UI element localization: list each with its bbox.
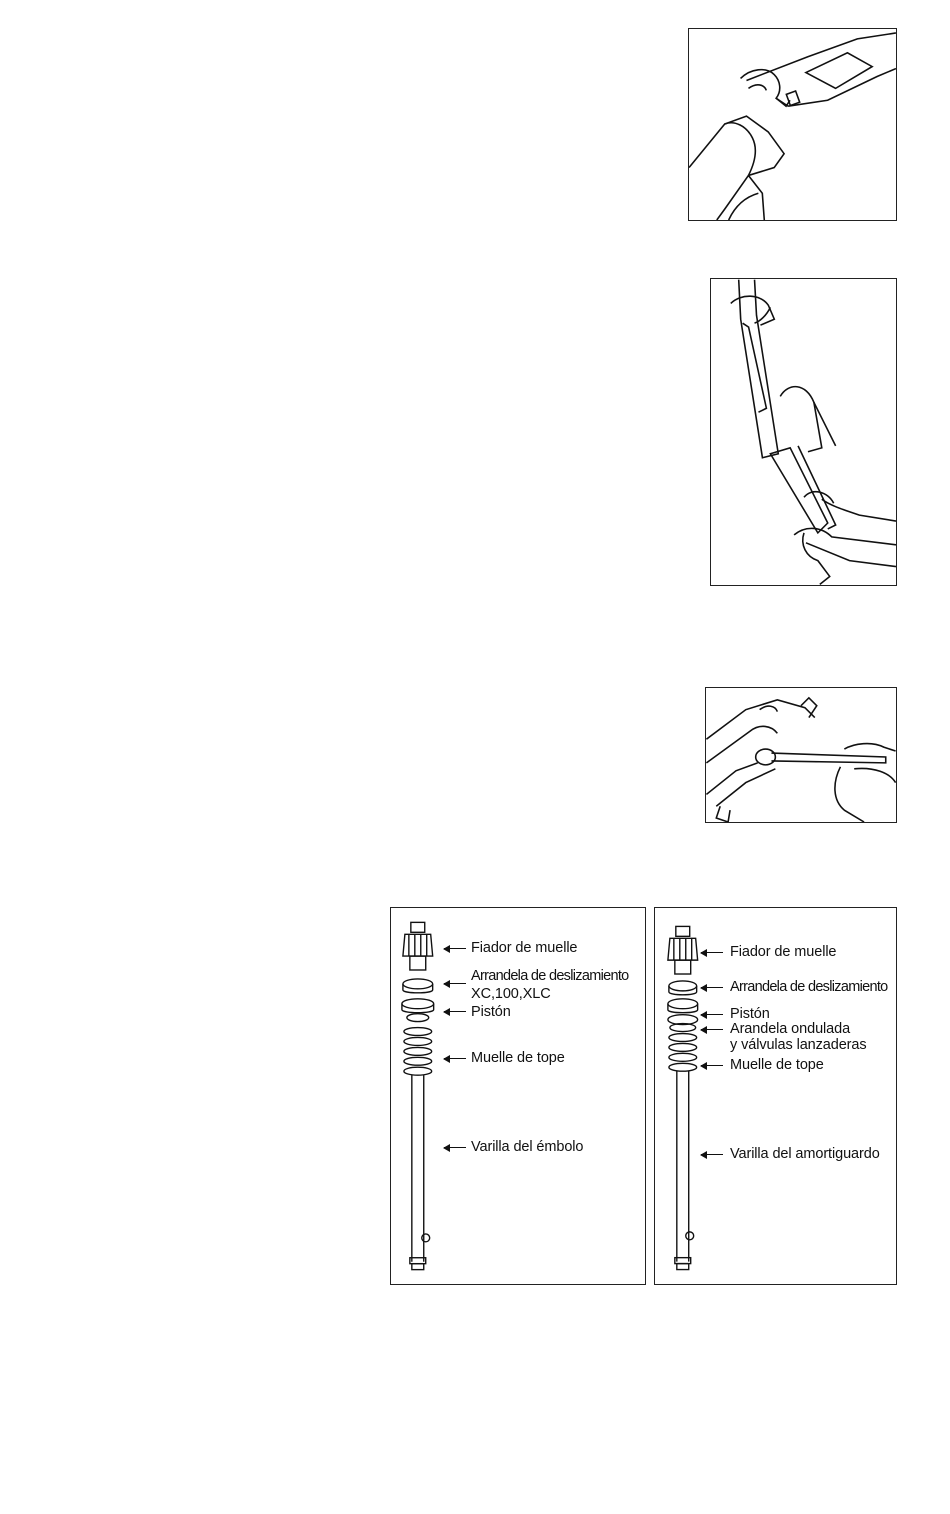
label-slide-washer-right: Arrandela de deslizamiento — [730, 979, 888, 995]
figure-damper-exploded-right — [654, 907, 897, 1285]
label-models-left: XC,100,XLC — [471, 986, 551, 1002]
label-damper-rod-right: Varilla del amortiguardo — [730, 1146, 880, 1162]
figure-lower-leg-tool — [705, 687, 897, 823]
figure-fork-removal — [710, 278, 897, 586]
arrow-slide-washer-left — [444, 983, 466, 984]
arrow-piston-right — [701, 1014, 723, 1015]
lower-leg-tool-illustration — [706, 688, 896, 822]
label-piston-left: Pistón — [471, 1004, 511, 1020]
arrow-slide-washer-right — [701, 987, 723, 988]
arrow-top-out-spring-left — [444, 1058, 466, 1059]
label-wave-washer-right-1: Arandela ondulada — [730, 1021, 851, 1037]
arrow-damper-rod-right — [701, 1154, 723, 1155]
figure-dropout-tool — [688, 28, 897, 221]
label-piston-right: Pistón — [730, 1006, 770, 1022]
arrow-plunger-rod-left — [444, 1147, 466, 1148]
damper-left-illustration — [391, 908, 645, 1284]
label-spring-retainer-left: Fiador de muelle — [471, 940, 578, 956]
arrow-spring-retainer-right — [701, 952, 723, 953]
label-wave-washer-right-2: y válvulas lanzaderas — [730, 1037, 867, 1053]
label-plunger-rod-left: Varilla del émbolo — [471, 1139, 584, 1155]
arrow-spring-retainer-left — [444, 948, 466, 949]
dropout-tool-illustration — [689, 29, 896, 220]
arrow-wave-washer-right — [701, 1029, 723, 1030]
arrow-piston-left — [444, 1011, 466, 1012]
fork-removal-illustration — [711, 279, 896, 585]
label-top-out-spring-left: Muelle de tope — [471, 1050, 565, 1066]
damper-right-illustration — [655, 908, 896, 1284]
label-top-out-spring-right: Muelle de tope — [730, 1057, 824, 1073]
figure-damper-exploded-left — [390, 907, 646, 1285]
label-slide-washer-left: Arrandela de deslizamiento — [471, 968, 629, 984]
arrow-top-out-spring-right — [701, 1065, 723, 1066]
label-spring-retainer-right: Fiador de muelle — [730, 944, 837, 960]
